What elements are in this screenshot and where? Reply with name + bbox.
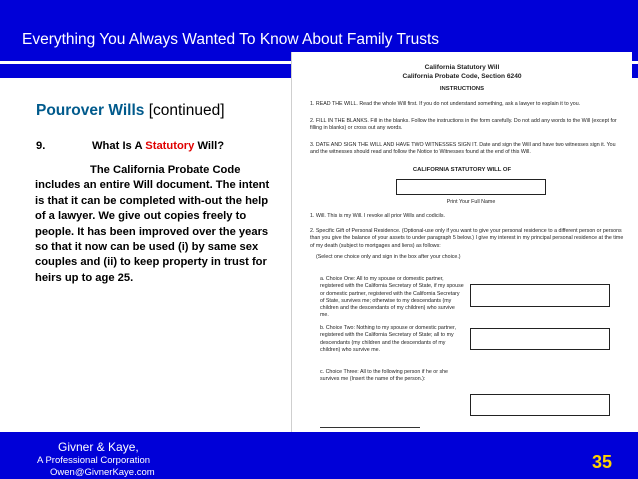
doc-select-one: (Select one choice only and sign in the box after your choice.) (316, 254, 461, 260)
doc-instructions-heading: INSTRUCTIONS (439, 86, 485, 92)
section-title-bold: Pourover Wills (36, 102, 145, 119)
question-prefix: What Is A (92, 140, 146, 152)
section-title-rest: [continued] (144, 102, 225, 119)
body-rest: includes an entire Will document. The intent is that it can be completed with-out the help of a lawyer. We give out copies freely to people. It has been improved over the years so that it now can be used (i) by same sex couples and (ii) to keep property in trust for heirs up to age 25. (35, 179, 270, 284)
choice-a-signature-box[interactable] (470, 284, 610, 307)
header-title: Everything You Always Wanted To Know About Family Trusts (22, 31, 439, 48)
question-number: 9. (36, 140, 46, 152)
doc-item-1: 1. Will. This is my Will. I revoke all prior Wills and codicils. (310, 213, 445, 219)
footer-email[interactable]: Owen@GivnerKaye.com (50, 467, 155, 478)
doc-item-2: 2. Specific Gift of Personal Residence. (Optional-use only if you want to give your personal residence to a different person or persons than you give the balance of your assets to under paragraph 5 below.) I give my interest in my principal personal residence at the time of my death (subject to mortgages and liens) as follows: (310, 228, 624, 249)
doc-choice-a: a. Choice One: All to my spouse or domestic partner, registered with the California Secretary of State, if my spouse or domestic partner, registered with the California Secretary of State, survives me; otherwise to my descendants (my children and the descendants of my children) who survive me. (320, 276, 464, 319)
doc-step-2: 2. FILL IN THE BLANKS. Fill in the blanks. Follow the instructions in the form carefully. Do not add any words to the Will (except for filling in blanks) or cross out any words. (310, 118, 617, 132)
footer-subtitle: A Professional Corporation (37, 455, 151, 466)
doc-step-1: 1. READ THE WILL. Read the whole Will first. If you do not understand something, ask a lawyer to explain it to you. (310, 101, 581, 107)
choice-b-signature-box[interactable] (470, 328, 610, 350)
body-first-line: The California Probate Code (90, 164, 241, 176)
full-name-field[interactable] (396, 179, 546, 195)
question-text (92, 140, 224, 152)
statutory-will-document (292, 52, 632, 432)
footer-bar (0, 432, 638, 479)
footer-firm-name: Givner & Kaye, (58, 440, 139, 454)
question-highlight: Statutory (145, 140, 195, 152)
section-title (36, 102, 225, 120)
doc-title-2: California Probate Code, Section 6240 (402, 73, 522, 80)
doc-step-3: 3. DATE AND SIGN THE WILL AND HAVE TWO WITNESSES SIGN IT. Date and sign the Will and have two witnesses sign it. You and the witnesses should read and follow the Notice to Witnesses found at the end of this Will. (310, 142, 616, 156)
doc-choice-b: b. Choice Two: Nothing to my spouse or domestic partner, registered with the California Secretary of State; all to my descendants (my children and the descendants of my children) who survive me. (320, 325, 456, 353)
doc-title-1: California Statutory Will (424, 64, 500, 71)
doc-print-name-label: Print Your Full Name (446, 199, 496, 205)
page-number: 35 (591, 452, 612, 472)
doc-choice-c: c. Choice Three: All to the following person if he or she survives me (Insert the name of the person.): (320, 369, 448, 383)
question-suffix: Will? (194, 140, 225, 152)
doc-will-of-heading: CALIFORNIA STATUTORY WILL OF (412, 167, 512, 173)
choice-c-signature-box[interactable] (470, 394, 610, 416)
choice-c-name-line (320, 427, 420, 428)
body-paragraph (35, 163, 271, 286)
